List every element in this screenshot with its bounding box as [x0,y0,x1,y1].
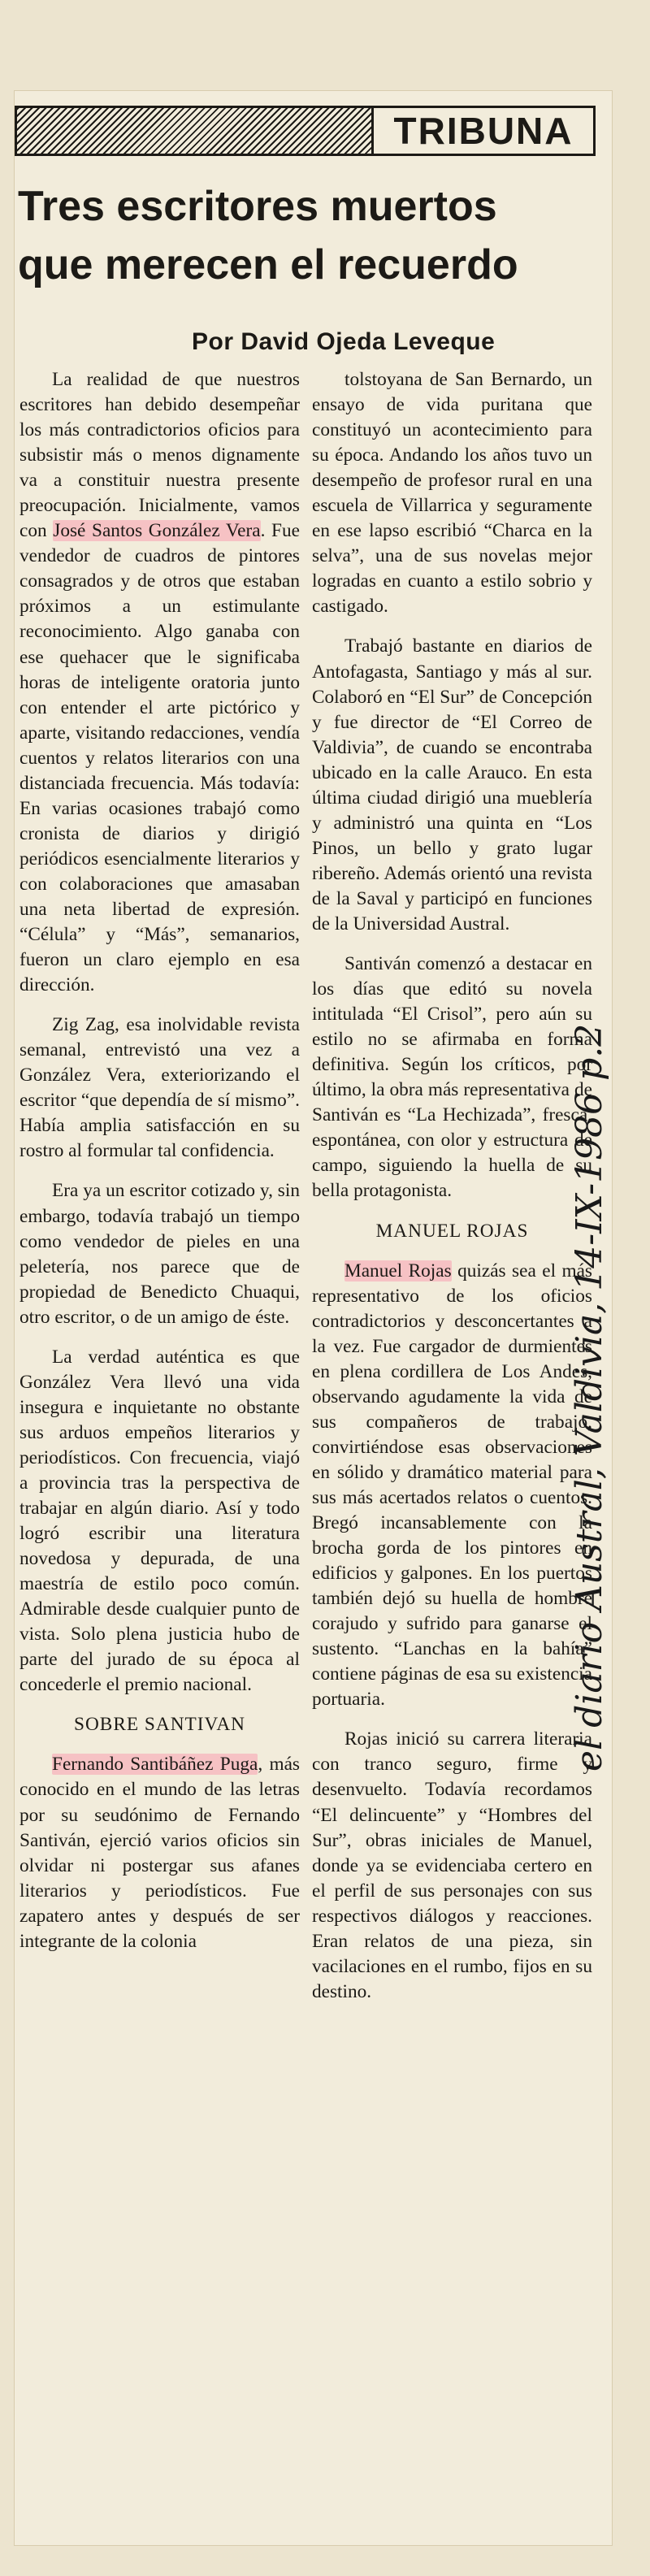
article-paragraph [312,367,592,619]
text-run: Rojas inició su carrera literaria con tranco seguro, firme y desenvuelto. Todavía recordamos “El delincuente” y “Hombres del Sur”, obras iniciales de Manuel, donde ya se evidenciaba certero en el perfil de sus personajes con sus respectivos diálogos y reacciones. Eran relatos de una pieza, sin vacilaciones en el rumbo, fijos en su destino. [312,1728,592,2002]
article-paragraph [312,1727,592,2005]
text-run: Era ya un escritor cotizado y, sin embargo, todavía trabajó un tiempo como vendedor de pieles en una peletería, nos parece que de propiedad de Benedicto Chuaqui, otro escritor, o de un amigo de éste. [20,1180,300,1328]
article-paragraph [20,367,300,998]
article-paragraph [312,634,592,937]
highlighted-name: Manuel Rojas [344,1260,452,1281]
section-label: TRIBUNA [393,110,574,152]
subheading [20,1712,300,1737]
text-run: . Fue vendedor de cuadros de pintores consagrados y de otros que estaban próximos a un estimulante reconocimiento. Algo ganaba con ese quehacer que le significaba horas de inteligente oratoria junto con entender el arte pictórico y aparte, visitando redacciones, vendía cuentos y relatos literarios con una distanciada frecuencia. Más todavía: En varias ocasiones trabajó como cronista de diarios y dirigió periódicos esencialmente literarios y con colaboraciones que amasaban una neta libertad de expresión. “Célula” y “Más”, semanarios, fueron un claro ejemplo en esa dirección. [20,520,300,996]
text-run: La verdad auténtica es que González Vera llevó una vida insegura e inquietante no obstante sus arduos empeños literarios y periodísticos. Con frecuencia, viajó a provincia tras la perspectiva de trabajar en algún diario. Así y todo logró escribir una literatura novedosa y depurada, de una maestría de estilo poco común. Admirable desde cualquier punto de vista. Solo plena justicia hubo de parte del jurado de su época al concederle el premio nacional. [20,1346,300,1696]
article-paragraph [20,1178,300,1329]
article-paragraph [312,952,592,1203]
text-run: Trabajó bastante en diarios de Antofagasta, Santiago y más al sur. Colaboró en “El Sur” de Concepción y fue director de “El Correo de Valdivia”, de cuando se encontraba ubicado en la calle Arauco. En esta última ciudad dirigió una mueblería y administró una quinta en “Los Pinos, un bello y grato lugar ribereño. Además orientó una revista de la Saval y participó en funciones de la Universidad Austral. [312,635,592,935]
headline-line-1: Tres escritores muertos [18,183,497,230]
text-run: tolstoyana de San Bernardo, un ensayo de vida puritana que constituyó un acontecimiento para su época. Andando los años tuvo un desempeño de profesor rural en una escuela de Villarrica y seguramente en ese lapso escribió “Charca en la selva”, una de sus novelas mejor logradas en cuanto a estilo sobrio y castigado. [312,369,592,618]
article-byline: Por David Ojeda Leveque [192,328,496,355]
article-paragraph [20,1013,300,1164]
section-masthead [15,106,596,156]
handwritten-source-note: el diario Austral, Valdivia, 14-IX-1986 p.2 [569,1023,610,1772]
article-paragraph [20,1752,300,1954]
article-headline [18,177,603,294]
highlighted-name: José Santos González Vera [53,520,261,542]
article-column-right [312,367,592,2005]
text-run: quizás sea el más representativo de los oficios contradictorios y desconcertantes a la vez. Fue cargador de durmientes en plena cordillera de Los Andes, observando agudamente la vida de sus compañeros de trabajo, convirtiéndose esas observaciones en sólido y dramático material para sus más acertados relatos o cuentos. Bregó incansablemente con la brocha gorda de los pintores en edificios y galpones. En los puertos también dejó su huella de hombre corajudo y sufrido para ganarse el sustento. “Lanchas en la bahía” contiene páginas de esa su existencia portuaria. [312,1260,592,1711]
highlighted-name: Fernando Santibáñez Puga [52,1754,258,1776]
masthead-hatch-pattern [17,108,374,154]
article-paragraph [312,1259,592,1713]
text-run: SOBRE SANTIVAN [74,1714,245,1736]
text-run: La realidad de que nuestros escritores han debido desempeñar los más contradictorios oficios para subsistir más o menos dignamente va a constituir nuestra presente preocupación. Inicialmente, vamos con [20,369,300,542]
text-run: , más conocido en el mundo de las letras por su seudónimo de Fernando Santiván, ejerció varios oficios sin olvidar ni postergar sus afanes literarios y periodísticos. Fue zapatero antes y después de ser integrante de la colonia [20,1754,300,1952]
headline-line-2: que merecen el recuerdo [18,241,518,288]
text-run: MANUEL ROJAS [375,1220,529,1242]
article-column-left [20,367,300,1954]
subheading [312,1219,592,1244]
article-paragraph [20,1345,300,1698]
text-run: Santiván comenzó a destacar en los días que editó su novela intitulada “El Crisol”, pero aún su estilo no se afirmaba en forma definitiva. Según los críticos, por último, la obra más representativa de Santiván es “La Hechizada”, fresca, espontánea, con olor y estructura de campo, siguiendo la huella de su bella protagonista. [312,953,592,1202]
text-run: Zig Zag, esa inolvidable revista semanal, entrevistó una vez a González Vera, exteriorizando el escritor “que dependía de sí mismo”. Había amplia satisfacción en su rostro al formular tal confidencia. [20,1014,300,1162]
